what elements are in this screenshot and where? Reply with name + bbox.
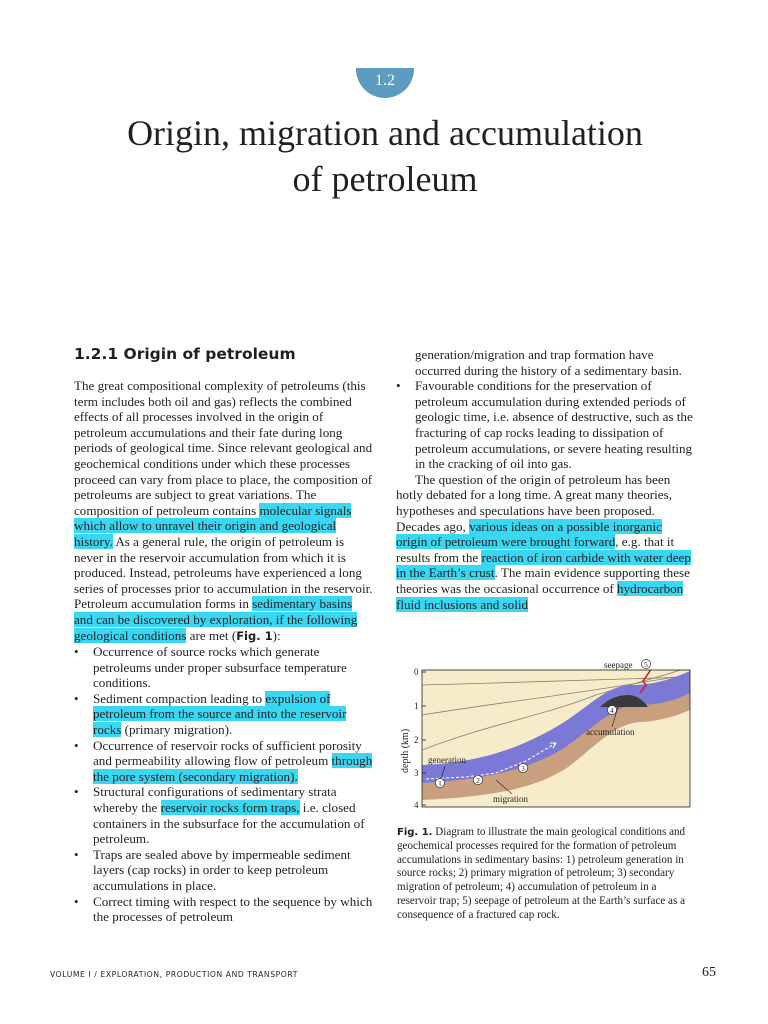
conditions-list-continued xyxy=(396,378,696,472)
text: The great compositional complexity of petroleums (this term includes both oil and gas) reflects the combined effects of all processes involved in the origin of petroleum accumulations and their fate during long periods of geological time. Since relevant geological and geochemical conditions under which these processes proceed can vary from place to place, the composition of petroleums are subject to great variations. The composition of petroleum contains xyxy=(74,378,373,518)
text: ): xyxy=(272,627,281,643)
y-tick-label: 3 xyxy=(414,768,419,778)
marker-3-label: 3 xyxy=(521,764,525,773)
y-tick-label: 4 xyxy=(414,800,419,810)
text: Occurrence of source rocks which generate petroleums under proper subsurface temperature conditions. xyxy=(93,644,347,691)
list-item xyxy=(74,691,374,738)
figure-caption xyxy=(397,826,697,923)
chapter-title xyxy=(60,110,710,202)
running-footer: VOLUME I / EXPLORATION, PRODUCTION AND TRANSPORT xyxy=(50,970,298,979)
text: . The main evidence supporting these theories was the occasional occurrence of xyxy=(396,565,690,596)
left-column xyxy=(74,344,374,925)
title-line-2: of petroleum xyxy=(292,159,478,199)
highlight: expulsion of petroleum from the source and into the reservoir rocks xyxy=(93,690,347,738)
accumulation-label: accumulation xyxy=(586,727,635,737)
list-item xyxy=(396,378,696,472)
highlight: hydrocarbon fluid inclusions and solid xyxy=(396,580,684,612)
generation-label: generation xyxy=(428,755,466,765)
y-axis-label: depth (km) xyxy=(400,728,411,773)
list-item xyxy=(74,784,374,846)
marker-1-label: 1 xyxy=(438,779,442,788)
highlight: reservoir rocks form traps, xyxy=(160,800,300,816)
text: Correct timing with respect to the sequence by which the processes of petroleum xyxy=(93,893,373,925)
highlight: various ideas on a possible inorganic origin of petroleum were brought forward xyxy=(396,518,662,550)
text: Favourable conditions for the preservation of petroleum accumulation during extended periods of geologic time, i.e. absence of destructive, such as the fracturing of cap rocks leading to dissipation of petroleum accumulations, or severe heating resulting in the cracking of oil into gas. xyxy=(415,378,693,472)
text: are met ( xyxy=(186,627,237,643)
caption-label: Fig. 1. xyxy=(397,827,433,838)
right-column xyxy=(396,347,696,612)
marker-5-label: 5 xyxy=(644,660,648,669)
list-item xyxy=(74,894,374,925)
highlight: sedimentary basins and can be discovered by exploration, if the following geological conditions xyxy=(74,596,358,643)
text: i.e. closed containers in the subsurface for the accumulation of petroleum. xyxy=(93,800,365,847)
y-tick-label: 0 xyxy=(414,667,419,677)
intro-paragraph xyxy=(74,378,374,644)
y-tick-label: 1 xyxy=(414,701,419,711)
caption-text: Diagram to illustrate the main geological conditions and geochemical processes required for the formation of petroleum accumulations in sedimentary basins: 1) petroleum generation in source rocks; 2) primary migration of petroleum; 3) secondary migration of petroleum; 4) accumulation of petroleum in a reservoir trap; 5) seepage of petroleum at the Earth’s surface as a consequence of a fractured cap rock. xyxy=(397,826,686,921)
y-tick-label: 2 xyxy=(414,735,419,745)
text: Sediment compaction leading to xyxy=(93,690,266,706)
list-item xyxy=(74,738,374,785)
section-number-badge: 1.2 xyxy=(356,68,414,98)
section-heading: 1.2.1 Origin of petroleum xyxy=(74,345,296,363)
highlight: molecular signals which allow to unravel their origin and geological history. xyxy=(74,502,352,549)
origin-paragraph xyxy=(396,472,696,612)
page-number: 65 xyxy=(702,965,716,980)
seepage-label: seepage xyxy=(604,660,633,670)
conditions-list xyxy=(74,644,374,925)
highlight: through the pore system (secondary migration). xyxy=(93,753,373,784)
highlight: reaction of iron carbide with water deep in the Earth’s crust xyxy=(396,549,691,581)
list-item xyxy=(74,644,374,691)
figure-reference: Fig. 1 xyxy=(236,628,273,643)
text: As a general rule, the origin of petroleum is never in the reservoir accumulation from which it is produced. Instead, petroleums have experienced a long series of processes prior to accumulation in the reservoir. Petroleum accumulation forms in xyxy=(74,533,373,612)
text: , e.g. that it results from the xyxy=(396,534,675,565)
title-line-1: Origin, migration and accumulation xyxy=(127,113,643,153)
text: The question of the origin of petroleum has been hotly debated for a long time. A great many theories, hypotheses and speculations have been proposed. Decades ago, xyxy=(396,471,672,534)
text: Traps are sealed above by impermeable sediment layers (cap rocks) in order to keep petroleum accumulations in place. xyxy=(93,846,351,893)
text: Occurrence of reservoir rocks of sufficient porosity and permeability allowing flow of petroleum xyxy=(93,737,362,769)
marker-2-label: 2 xyxy=(476,776,480,785)
migration-label: migration xyxy=(493,794,528,804)
petroleum-system-diagram xyxy=(396,655,696,815)
list-item xyxy=(74,847,374,894)
marker-4-label: 4 xyxy=(610,706,614,715)
text: (primary migration). xyxy=(121,722,233,738)
list-continuation: generation/migration and trap formation have occurred during the history of a sedimentary basin. xyxy=(415,347,682,378)
text: Structural configurations of sedimentary strata whereby the xyxy=(93,784,337,816)
